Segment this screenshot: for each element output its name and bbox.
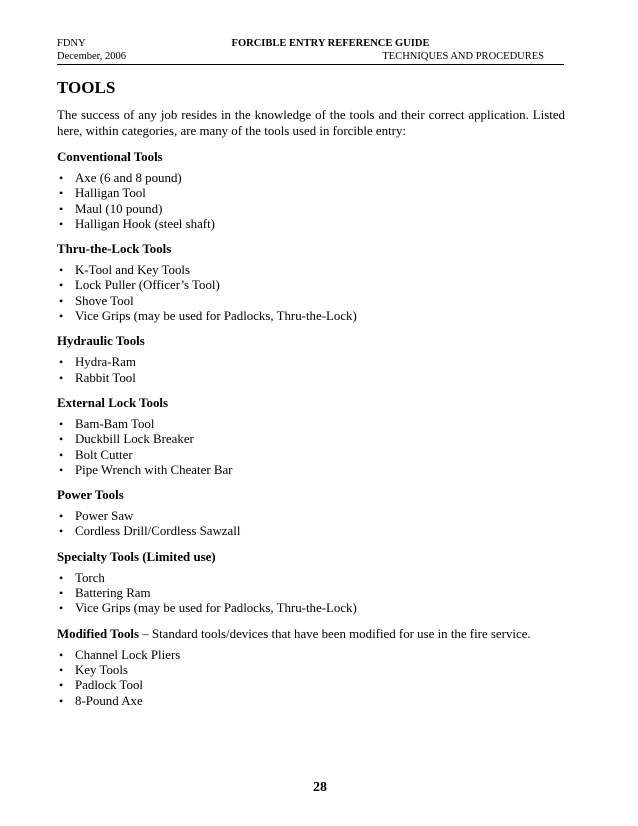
bullet-icon: •	[59, 416, 64, 431]
list-item-text: Hydra-Ram	[75, 355, 136, 370]
section-heading-conventional-tools	[57, 149, 565, 165]
list-item-text: Vice Grips (may be used for Padlocks, Thru-the-Lock)	[75, 309, 357, 324]
header-date: December, 2006	[57, 51, 126, 62]
section-heading-specialty-tools	[57, 549, 565, 565]
header-rule	[57, 64, 564, 65]
bullet-icon: •	[59, 293, 64, 308]
page-header	[57, 37, 564, 64]
bullet-icon: •	[59, 432, 64, 447]
bullet-icon: •	[59, 447, 64, 462]
header-org: FDNY	[57, 38, 86, 49]
list-item-text: Bam-Bam Tool	[75, 416, 155, 431]
bullet-icon: •	[59, 462, 64, 477]
section-heading-text: Power Tools	[57, 488, 124, 503]
list-item-text: Halligan Tool	[75, 186, 146, 201]
page-title: TOOLS	[57, 78, 116, 97]
list-item-text: Battering Ram	[75, 586, 151, 601]
bullet-icon: •	[59, 509, 64, 524]
bullet-icon: •	[59, 570, 64, 585]
list-item	[57, 294, 565, 309]
tool-list-external-lock	[57, 417, 565, 478]
section-heading-text: Hydraulic Tools	[57, 334, 145, 349]
section-heading-text: Modified Tools	[57, 626, 140, 641]
list-item	[57, 263, 565, 278]
section-description: – Standard tools/devices that have been modified for use in the fire service.	[139, 626, 531, 641]
bullet-icon: •	[59, 186, 64, 201]
section-heading-external-lock-tools	[57, 395, 565, 411]
header-guide-title: FORCIBLE ENTRY REFERENCE GUIDE	[231, 38, 430, 49]
bullet-icon: •	[59, 370, 64, 385]
bullet-icon: •	[59, 601, 64, 616]
list-item-text: Duckbill Lock Breaker	[75, 432, 194, 447]
list-item	[57, 601, 565, 616]
bullet-icon: •	[59, 524, 64, 539]
list-item	[57, 432, 565, 447]
list-item	[57, 171, 565, 186]
section-heading-text: Conventional Tools	[57, 150, 163, 164]
list-item	[57, 509, 565, 524]
page-content	[57, 78, 565, 718]
list-item	[57, 571, 565, 586]
list-item-text: Key Tools	[75, 662, 128, 677]
list-item-text: Axe (6 and 8 pound)	[75, 171, 182, 185]
list-item	[57, 663, 565, 678]
list-item	[57, 678, 565, 693]
tool-list-hydraulic	[57, 355, 565, 386]
list-item	[57, 278, 565, 293]
tool-list-modified	[57, 648, 565, 709]
tool-list-specialty	[57, 571, 565, 617]
tool-list-thru-the-lock	[57, 263, 565, 324]
list-item-text: Bolt Cutter	[75, 447, 133, 462]
list-item-text: Maul (10 pound)	[75, 201, 163, 216]
list-item-text: Pipe Wrench with Cheater Bar	[75, 462, 233, 477]
bullet-icon: •	[59, 678, 64, 693]
list-item	[57, 648, 565, 663]
list-item	[57, 355, 565, 370]
list-item	[57, 586, 565, 601]
intro-paragraph: The success of any job resides in the knowledge of the tools and their correct application. Listed here, within categories, are many of the tools used in forcible entry:	[57, 108, 565, 138]
header-section: TECHNIQUES AND PROCEDURES	[382, 51, 544, 62]
list-item	[57, 371, 565, 386]
bullet-icon: •	[59, 171, 64, 185]
bullet-icon: •	[59, 278, 64, 293]
list-item	[57, 524, 565, 539]
list-item	[57, 694, 565, 709]
bullet-icon: •	[59, 355, 64, 370]
list-item-text: Shove Tool	[75, 293, 134, 308]
list-item-text: 8-Pound Axe	[75, 693, 143, 708]
bullet-icon: •	[59, 586, 64, 601]
section-heading-text: External Lock Tools	[57, 395, 169, 410]
list-item	[57, 417, 565, 432]
bullet-icon: •	[59, 693, 64, 708]
list-item	[57, 309, 565, 324]
section-heading-thru-the-lock-tools	[57, 241, 565, 257]
bullet-icon: •	[59, 309, 64, 324]
bullet-icon: •	[59, 647, 64, 662]
section-heading-text: Thru-the-Lock Tools	[57, 242, 172, 257]
list-item	[57, 202, 565, 217]
list-item-text: K-Tool and Key Tools	[75, 263, 191, 278]
page-number: 28	[313, 780, 327, 795]
section-heading-hydraulic-tools	[57, 333, 565, 349]
list-item-text: Cordless Drill/Cordless Sawzall	[75, 524, 241, 539]
bullet-icon: •	[59, 201, 64, 216]
list-item-text: Torch	[75, 570, 105, 585]
list-item-text: Vice Grips (may be used for Padlocks, Thru-the-Lock)	[75, 601, 357, 616]
section-heading-modified-tools	[57, 626, 565, 642]
bullet-icon: •	[59, 263, 64, 278]
bullet-icon: •	[59, 662, 64, 677]
list-item-text: Lock Puller (Officer’s Tool)	[75, 278, 220, 293]
list-item-text: Rabbit Tool	[75, 370, 136, 385]
tool-list-power	[57, 509, 565, 540]
bullet-icon: •	[59, 216, 64, 231]
section-heading-power-tools	[57, 487, 565, 503]
list-item	[57, 186, 565, 201]
section-heading-text: Specialty Tools (Limited use)	[57, 549, 216, 564]
list-item-text: Halligan Hook (steel shaft)	[75, 216, 215, 231]
list-item-text: Padlock Tool	[75, 678, 143, 693]
tool-list-conventional	[57, 171, 565, 232]
list-item	[57, 217, 565, 232]
list-item	[57, 463, 565, 478]
list-item	[57, 448, 565, 463]
list-item-text: Power Saw	[75, 509, 134, 524]
list-item-text: Channel Lock Pliers	[75, 647, 181, 662]
